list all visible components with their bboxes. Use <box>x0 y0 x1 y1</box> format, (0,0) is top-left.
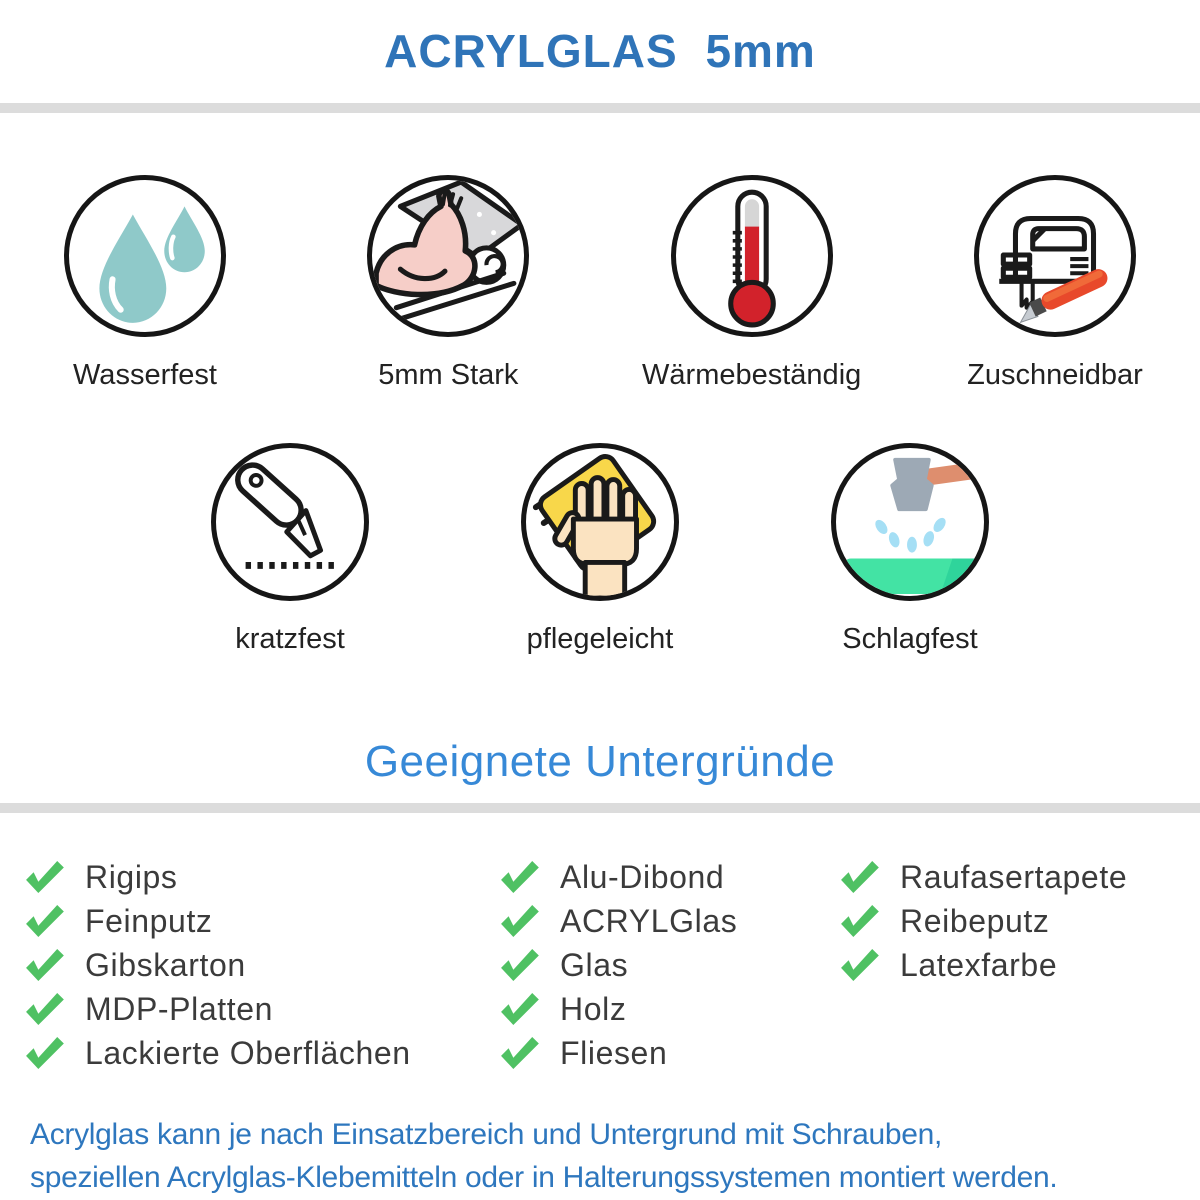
surface-label: Holz <box>560 990 627 1027</box>
feature-row-2 <box>0 443 1200 657</box>
mounting-note-line2: speziellen Acrylglas-Klebemitteln oder in Halterungssystemen montiert werden. <box>30 1161 1058 1194</box>
mounting-note-line1: Acrylglas kann je nach Einsatzbereich und Untergrund mit Schrauben, <box>30 1118 943 1151</box>
utility-knife-icon <box>211 443 369 601</box>
feature-label: Zuschneidbar <box>967 359 1143 391</box>
page-title: ACRYLGLAS 5mm <box>384 25 816 77</box>
checkmark-icon <box>838 904 880 938</box>
list-item <box>23 943 411 987</box>
thermometer-icon <box>671 175 833 337</box>
checkmark-icon <box>498 860 540 894</box>
checkmark-icon <box>498 992 540 1026</box>
surface-label: Glas <box>560 946 629 983</box>
surfaces-checklist <box>0 855 1200 1075</box>
water-drops-icon <box>64 175 226 337</box>
checkmark-icon <box>498 1036 540 1070</box>
checkmark-icon <box>23 860 65 894</box>
list-item <box>838 855 1127 899</box>
surface-label: Feinputz <box>85 902 213 939</box>
list-item <box>23 855 411 899</box>
list-item <box>498 987 737 1031</box>
feature-wasserfest <box>30 175 260 393</box>
list-item <box>23 1031 411 1075</box>
divider-top <box>0 103 1200 113</box>
surfaces-column-1 <box>23 855 411 1075</box>
checkmark-icon <box>498 904 540 938</box>
surface-label: Rigips <box>85 858 178 895</box>
list-item <box>23 987 411 1031</box>
list-item <box>498 943 737 987</box>
checkmark-icon <box>838 860 880 894</box>
feature-5mm-stark <box>333 175 563 393</box>
list-item <box>838 899 1127 943</box>
feature-label: Wasserfest <box>73 359 217 391</box>
checkmark-icon <box>23 904 65 938</box>
list-item <box>498 1031 737 1075</box>
hammer-icon <box>831 443 989 601</box>
checkmark-icon <box>23 948 65 982</box>
surface-label: Alu-Dibond <box>560 858 725 895</box>
list-item <box>498 855 737 899</box>
surface-label: MDP-Platten <box>85 990 273 1027</box>
mounting-note <box>0 1113 1200 1199</box>
muscle-arm-icon <box>367 175 529 337</box>
feature-schlagfest <box>795 443 1025 657</box>
surfaces-column-2 <box>498 855 737 1075</box>
cleaning-hand-icon <box>521 443 679 601</box>
feature-kratzfest <box>175 443 405 657</box>
surface-label: Fliesen <box>560 1034 668 1071</box>
checkmark-icon <box>23 992 65 1026</box>
feature-label: kratzfest <box>235 623 345 655</box>
surface-label: Lackierte Oberflächen <box>85 1034 411 1071</box>
divider-middle <box>0 803 1200 813</box>
feature-zuschneidbar <box>940 175 1170 393</box>
list-item <box>498 899 737 943</box>
feature-label: pflegeleicht <box>526 623 674 655</box>
surface-label: ACRYLGlas <box>560 902 738 939</box>
feature-label: Schlagfest <box>842 623 978 655</box>
feature-label: Wärmebeständig <box>642 359 862 391</box>
surface-label: Raufasertapete <box>900 858 1128 895</box>
feature-pflegeleicht <box>485 443 715 657</box>
list-item <box>23 899 411 943</box>
checkmark-icon <box>498 948 540 982</box>
jigsaw-icon <box>974 175 1136 337</box>
feature-waermebestaendig <box>637 175 867 393</box>
checkmark-icon <box>838 948 880 982</box>
surface-label: Reibeputz <box>900 902 1050 939</box>
surface-label: Gibskarton <box>85 946 246 983</box>
feature-label: 5mm Stark <box>378 359 519 391</box>
list-item <box>838 943 1127 987</box>
feature-row-1 <box>0 175 1200 393</box>
checkmark-icon <box>23 1036 65 1070</box>
surface-label: Latexfarbe <box>900 946 1058 983</box>
surfaces-column-3 <box>838 855 1127 987</box>
surfaces-heading: Geeignete Untergründe <box>364 737 836 786</box>
